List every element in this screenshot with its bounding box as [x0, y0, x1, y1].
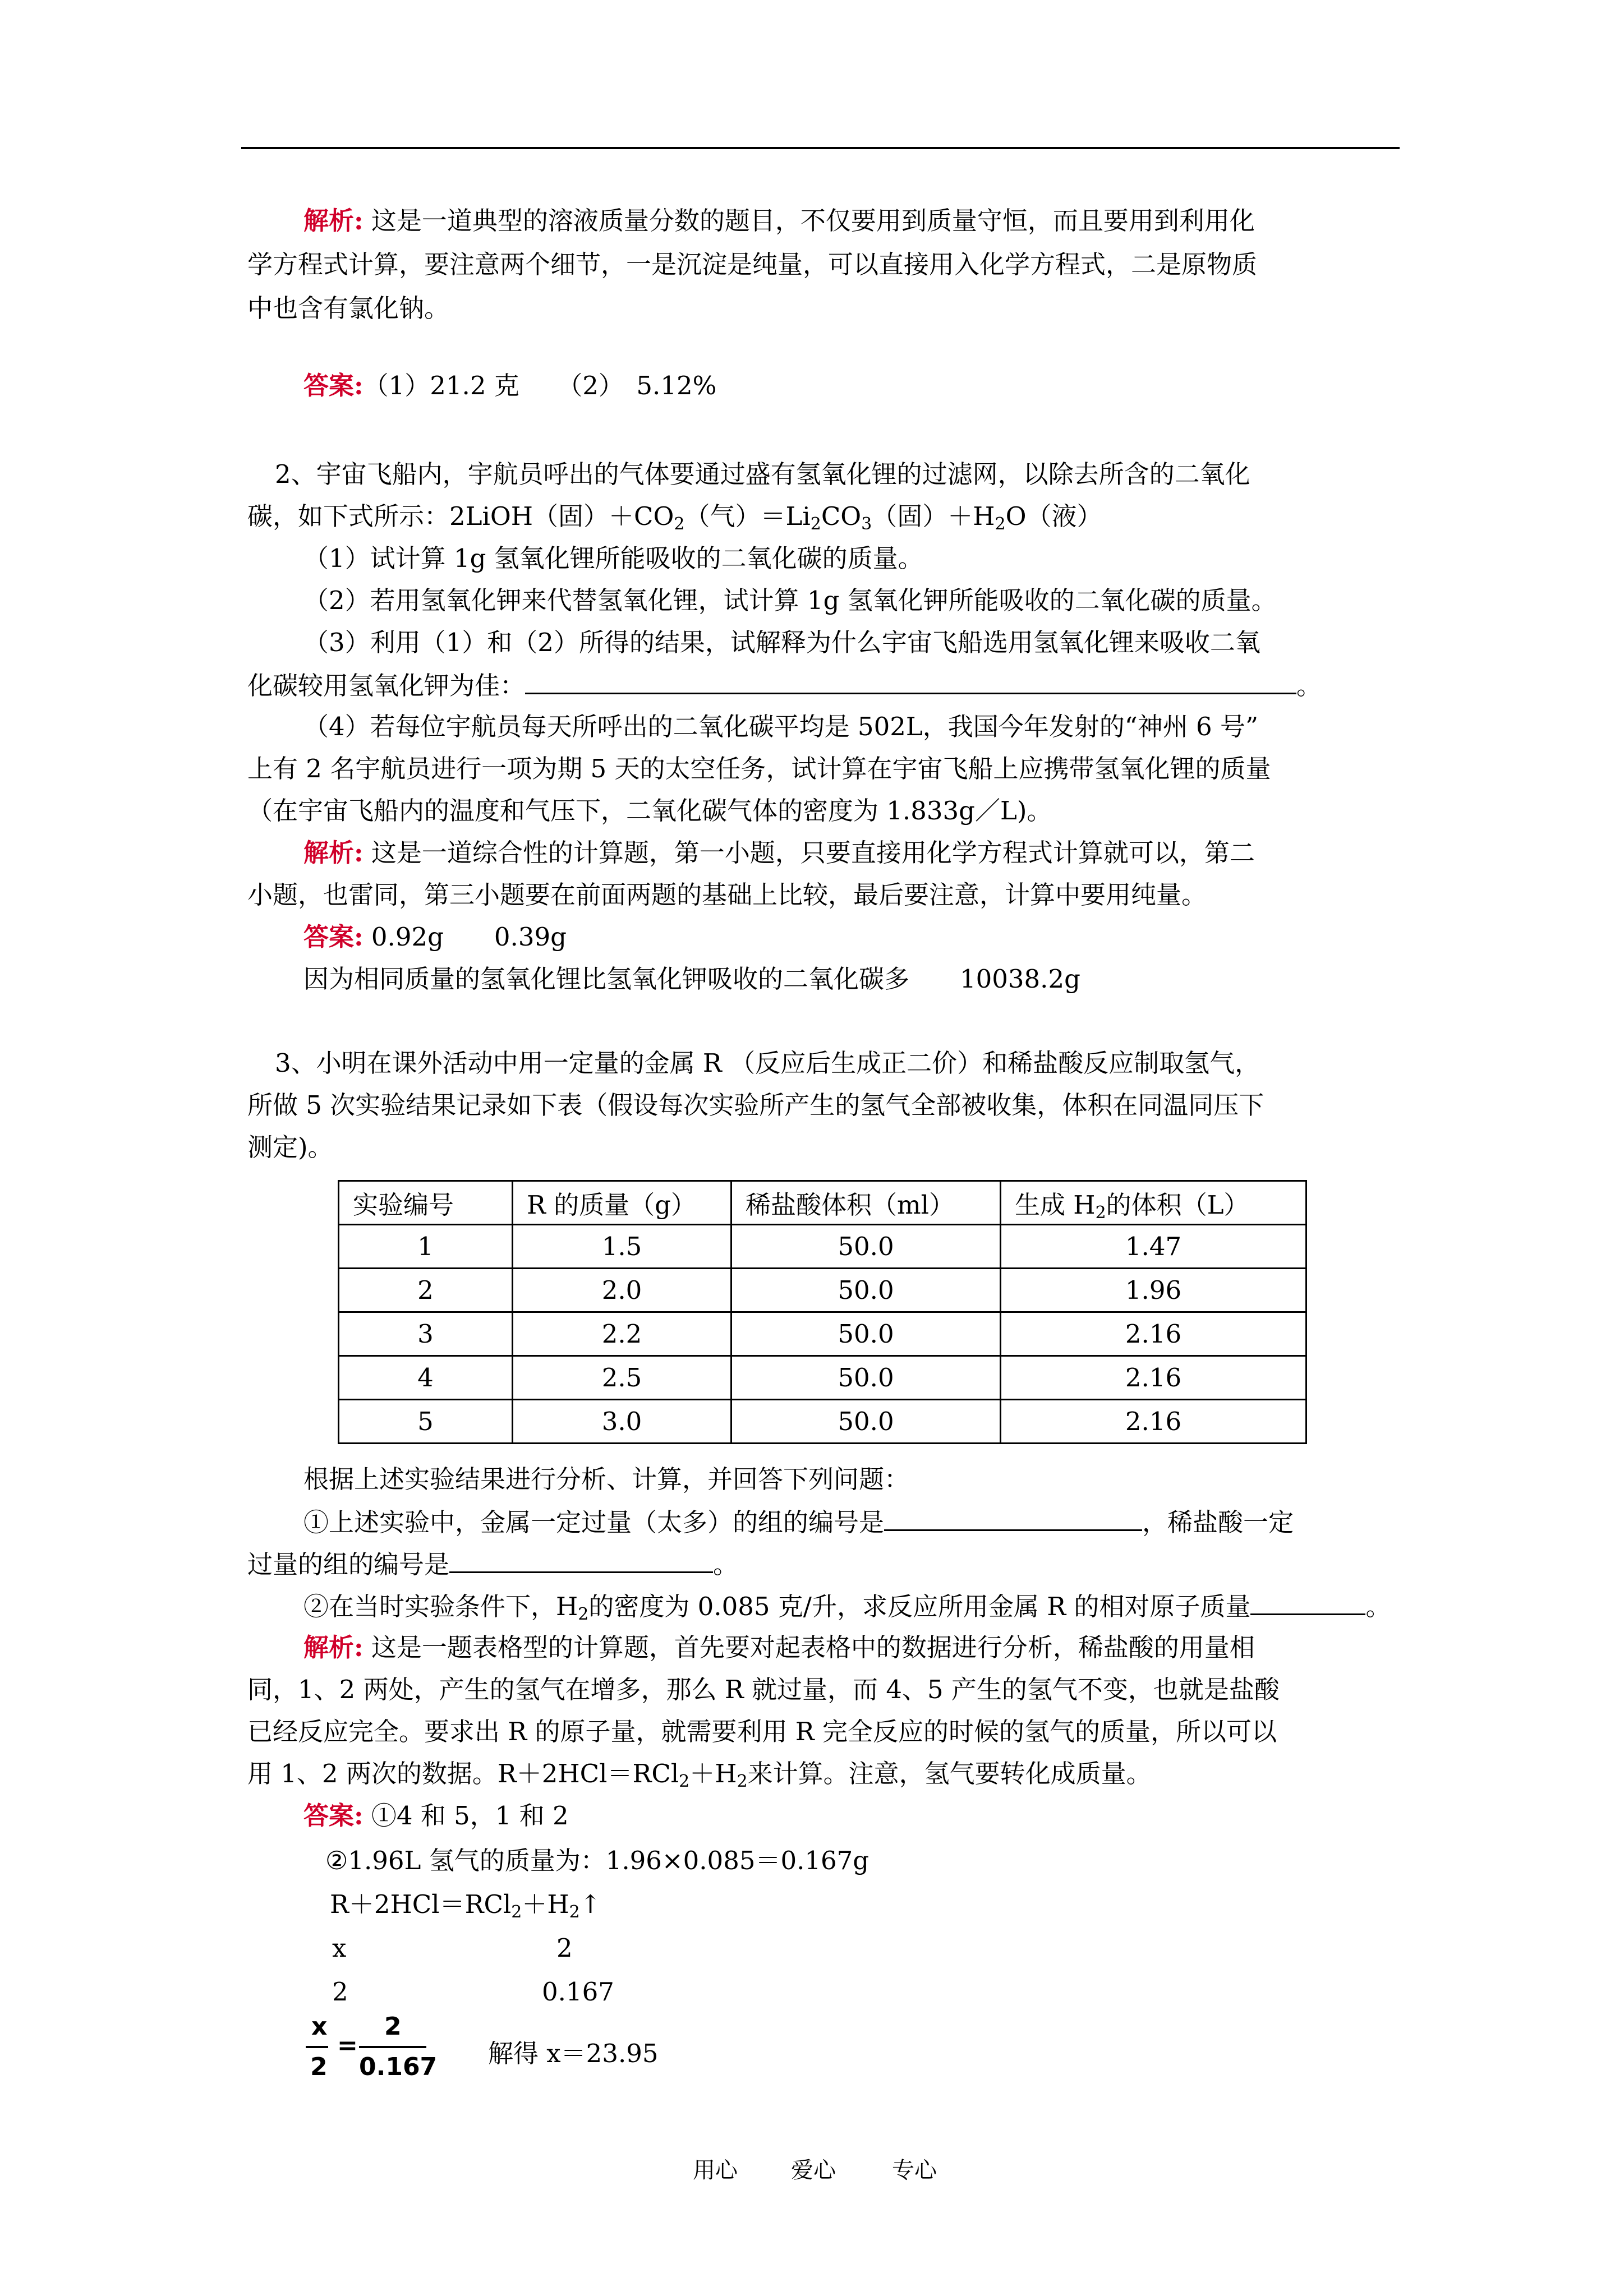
- table-cell: 5: [339, 1400, 513, 1444]
- q3-reaction: $R+2HCl=RCl_2+H_2↑$: [330, 1889, 601, 1922]
- table-row: [339, 1225, 1306, 1269]
- q2-equation: 碳，如下式所示：2LiOH（固）$+CO_2$（气）$=Li_2CO_3$（固）$+H_2O$（液）: [247, 501, 1102, 534]
- table-row: [339, 1269, 1306, 1312]
- q2-answer: 答案: 0.92g 0.39g: [303, 922, 567, 952]
- table-cell: 50.0: [732, 1225, 1001, 1269]
- header-rule: [241, 147, 1400, 149]
- col-header-acid: 稀盐酸体积（ml）: [732, 1181, 1001, 1225]
- q3-row-x: x: [332, 1933, 347, 1963]
- table-cell: 2.16: [1001, 1400, 1306, 1444]
- frac-denominator: 0.167: [359, 2053, 438, 2081]
- table-cell: 50.0: [732, 1312, 1001, 1356]
- table-cell: 50.0: [732, 1356, 1001, 1400]
- q2-analysis-line-1: 解析: 这是一道综合性的计算题，第一小题，只要直接用化学方程式计算就可以，第二: [303, 838, 1255, 868]
- frac-numerator: 2: [384, 2012, 402, 2041]
- table-cell: 1.47: [1001, 1225, 1306, 1269]
- q2-part-1: （1）试计算 1g 氢氧化锂所能吸收的二氧化碳的质量。: [303, 543, 923, 573]
- q3-row-2a: 2: [556, 1933, 573, 1963]
- table-cell: 2.5: [513, 1356, 732, 1400]
- q2-part-3a: （3）利用（1）和（2）所得的结果，试解释为什么宇宙飞船选用氢氧化锂来吸收二氧: [303, 628, 1260, 657]
- q1-analysis-line-1: 解析: 这是一道典型的溶液质量分数的题目，不仅要用到质量守恒，而且要用到利用化: [303, 206, 1255, 236]
- answer-label: 答案:: [303, 922, 364, 952]
- q3-sub-1b: 过量的组的编号是 。: [247, 1547, 738, 1580]
- answer-label: 答案:: [303, 1801, 364, 1831]
- table-cell: 4: [339, 1356, 513, 1400]
- q2-part-4b: 上有 2 名宇航员进行一项为期 5 天的太空任务，试计算在宇宙飞船上应携带氢氧化锂的质量: [247, 754, 1271, 783]
- analysis-label: 解析:: [303, 838, 364, 868]
- q3-analysis-line-3: 已经反应完全。要求出 R 的原子量，就需要利用 R 完全反应的时候的氢气的质量，所以可以: [247, 1717, 1277, 1746]
- table-header-row: [339, 1181, 1306, 1225]
- frac-numerator: x: [311, 2012, 328, 2041]
- fraction-bar: [359, 2046, 426, 2048]
- q1-answer: 答案:（1）21.2 克 （2） 5.12%: [303, 371, 717, 400]
- q3-stem-line-3: 测定)。: [247, 1132, 333, 1162]
- q2-stem-line-1: 2、宇宙飞船内，宇航员呼出的气体要通过盛有氢氧化锂的过滤网，以除去所含的二氧化: [275, 459, 1250, 489]
- q3-answer: 答案: ①4 和 5，1 和 2: [303, 1801, 569, 1831]
- col-header-h2: 生成 $H_2$的体积（L）: [1001, 1181, 1306, 1225]
- q3-analysis-line-2: 同，1、2 两处，产生的氢气在增多，那么 R 就过量，而 4、5 产生的氢气不变，也就是盐酸: [247, 1675, 1280, 1704]
- q1-analysis-line-3: 中也含有氯化钠。: [247, 293, 450, 323]
- frac-denominator: 2: [310, 2053, 328, 2081]
- table-row: [339, 1400, 1306, 1444]
- table-row: [339, 1312, 1306, 1356]
- table-cell: 1: [339, 1225, 513, 1269]
- table-cell: 2.0: [513, 1269, 732, 1312]
- table-cell: 2.16: [1001, 1312, 1306, 1356]
- fraction-equation: [306, 2002, 438, 2097]
- q3-stem-line-2: 所做 5 次实验结果记录如下表（假设每次实验所产生的氢气全部被收集，体积在同温同压下: [247, 1090, 1264, 1120]
- q3-row-2b: 2: [332, 1977, 348, 2007]
- q3-sub-1a: ①上述实验中，金属一定过量（太多）的组的编号是 ，稀盐酸一定: [303, 1505, 1294, 1538]
- q3-answer-line-2: ②1.96L 氢气的质量为：1.96×0.085＝0.167g: [325, 1846, 869, 1875]
- answer-blank[interactable]: [1250, 1589, 1365, 1615]
- results-table: [338, 1180, 1307, 1444]
- footer-text-3: 专心: [892, 2157, 937, 2183]
- q2-part-4c: （在宇宙飞船内的温度和气压下，二氧化碳气体的密度为 1.833g／L)。: [247, 796, 1052, 826]
- fraction-bar: [306, 2046, 328, 2048]
- q2-analysis-line-2: 小题，也雷同，第三小题要在前面两题的基础上比较，最后要注意，计算中要用纯量。: [247, 880, 1207, 910]
- q3-sub-2: ②在当时实验条件下，$H_2$的密度为 0.085 克/升，求反应所用金属 R 的相对原子质量 。: [303, 1589, 1391, 1622]
- q3-after-table: 根据上述实验结果进行分析、计算，并回答下列问题：: [303, 1464, 910, 1494]
- table-cell: 3: [339, 1312, 513, 1356]
- table-cell: 2.2: [513, 1312, 732, 1356]
- table-cell: 50.0: [732, 1269, 1001, 1312]
- table-cell: 1.96: [1001, 1269, 1306, 1312]
- equals-sign: =: [337, 2031, 358, 2060]
- table-cell: 1.5: [513, 1225, 732, 1269]
- answer-blank[interactable]: [449, 1547, 713, 1573]
- footer-text-1: 用心: [693, 2157, 738, 2183]
- table-cell: 3.0: [513, 1400, 732, 1444]
- table-cell: 2: [339, 1269, 513, 1312]
- table-cell: 50.0: [732, 1400, 1001, 1444]
- q3-analysis-line-1: 解析: 这是一题表格型的计算题，首先要对起表格中的数据进行分析，稀盐酸的用量相: [303, 1633, 1255, 1662]
- col-header-id: 实验编号: [339, 1181, 513, 1225]
- footer-text-2: 爱心: [791, 2157, 836, 2183]
- analysis-label: 解析:: [303, 1633, 364, 1662]
- q2-part-2: （2）若用氢氧化钾来代替氢氧化锂，试计算 1g 氢氧化钾所能吸收的二氧化碳的质量。: [303, 585, 1277, 615]
- analysis-label: 解析:: [303, 206, 364, 236]
- answer-blank[interactable]: [525, 668, 1296, 694]
- q3-solution: 解得 x＝23.95: [488, 2039, 659, 2068]
- answer-label: 答案:: [303, 371, 364, 400]
- q2-part-3b: 化碳较用氢氧化钾为佳： 。: [247, 668, 1322, 702]
- q1-analysis-line-2: 学方程式计算，要注意两个细节，一是沉淀是纯量，可以直接用入化学方程式，二是原物质: [247, 250, 1258, 279]
- table-row: [339, 1356, 1306, 1400]
- q3-analysis-line-4: 用 1、2 两次的数据。$R+2HCl=RCl_2+H_2$来计算。注意，氢气要转化成质量。: [247, 1759, 1152, 1791]
- q3-row-0167: 0.167: [542, 1977, 614, 2007]
- q2-part-4a: （4）若每位宇航员每天所呼出的二氧化碳平均是 502L，我国今年发射的“神州 6 号”: [303, 712, 1258, 741]
- q3-stem-line-1: 3、小明在课外活动中用一定量的金属 R （反应后生成正二价）和稀盐酸反应制取氢气，: [275, 1048, 1260, 1078]
- table-cell: 2.16: [1001, 1356, 1306, 1400]
- q2-answer-line-2: 因为相同质量的氢氧化锂比氢氧化钾吸收的二氧化碳多 10038.2g: [303, 964, 1080, 994]
- answer-blank[interactable]: [884, 1505, 1142, 1531]
- col-header-mass: R 的质量（g）: [513, 1181, 732, 1225]
